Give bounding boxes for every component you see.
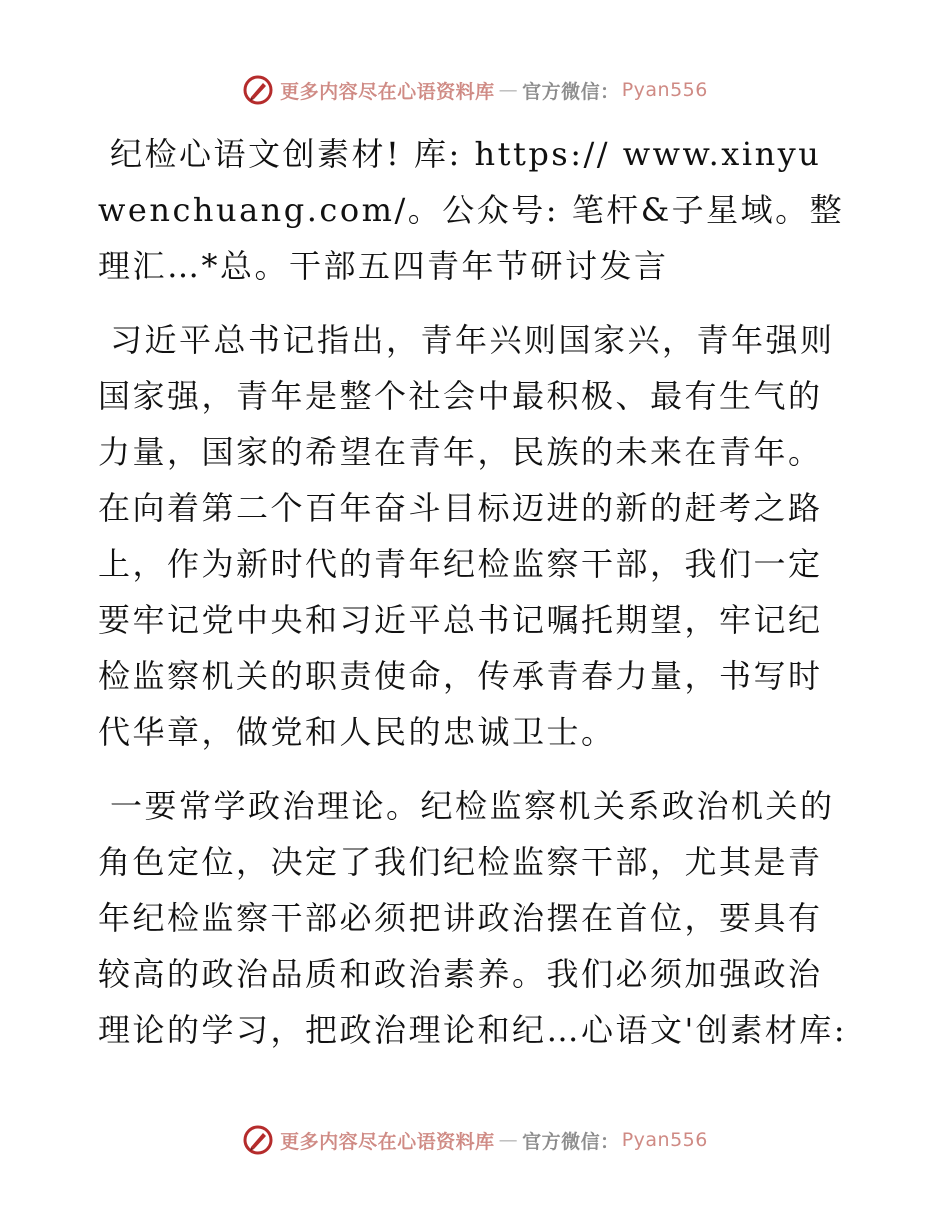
body-paragraph-2: 一要常学政治理论。纪检监察机关系政治机关的角色定位，决定了我们纪检监察干部，尤其是青年纪检监察干部必须把讲政治摆在首位，要具有较高的政治品质和政治素养。我们必须加强政治理论的学习，把政治理论和纪…心语文'创素材库: <box>98 787 848 1049</box>
banner-wechat-label: 官方微信： <box>522 1130 620 1153</box>
banner-text: 更多内容尽在心语资料库 <box>280 1130 495 1153</box>
pen-logo-icon <box>242 1124 274 1156</box>
banner-text: 更多内容尽在心语资料库 <box>280 80 495 103</box>
banner-wechat-label: 官方微信： <box>522 80 620 103</box>
banner-dash: — <box>498 1129 519 1151</box>
document-body <box>98 126 850 1076</box>
banner-wechat-handle: Pyan556 <box>621 1129 708 1151</box>
pen-logo-icon <box>242 74 274 106</box>
top-watermark-banner <box>0 70 950 110</box>
banner-wechat-handle: Pyan556 <box>621 79 708 101</box>
banner-dash: — <box>498 79 519 101</box>
header-paragraph: 纪检心语文创素材! 库: https:// www.xinyuwenchuang.com/。公众号: 笔杆&子星域。整理汇…*总。干部五四青年节研讨发言 <box>98 135 845 285</box>
body-paragraph-1: 习近平总书记指出，青年兴则国家兴，青年强则国家强，青年是整个社会中最积极、最有生气的力量，国家的希望在青年，民族的未来在青年。在向着第二个百年奋斗目标迈进的新的赶考之路上，作为新时代的青年纪检监察干部，我们一定要牢记党中央和习近平总书记嘱托期望，牢记纪检监察机关的职责使命，传承青春力量，书写时代华章，做党和人民的忠诚卫士。 <box>98 321 835 751</box>
bottom-watermark-banner <box>0 1120 950 1160</box>
